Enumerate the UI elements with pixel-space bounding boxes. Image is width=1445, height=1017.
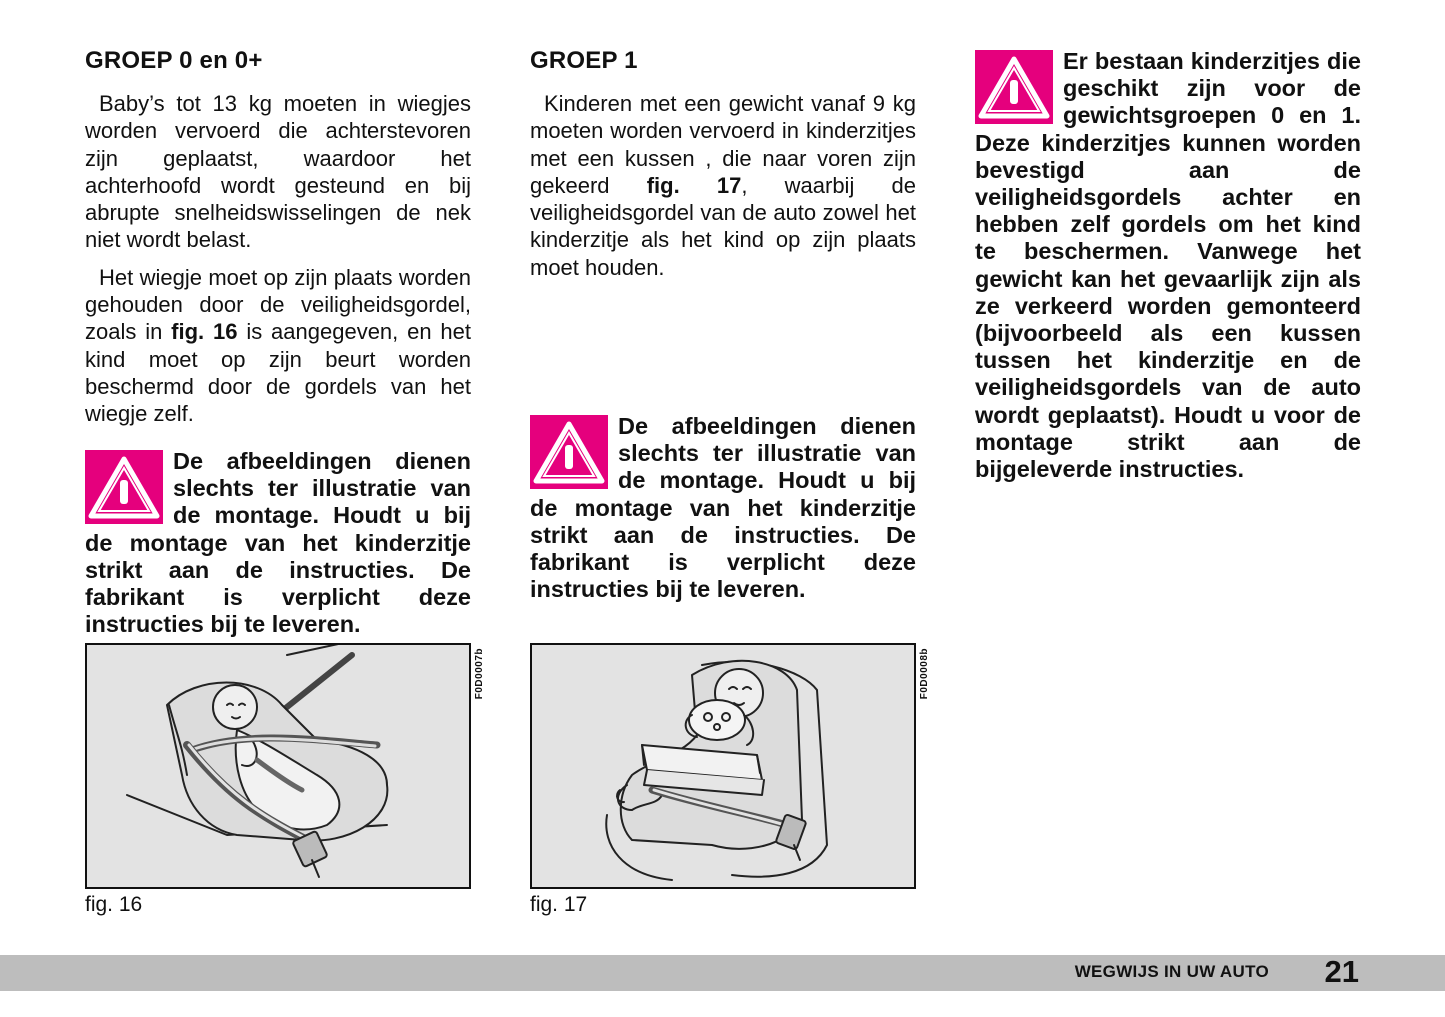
warning-block-middle [530, 413, 916, 603]
warning-text-left: De afbeeldingen dienen slechts ter illustratie van de montage. Houdt u bij de montage van het kinderzitje strikt aan de instructies. De fabrikant is verplicht deze instructies bij te leveren. [85, 448, 471, 638]
footer-section-title: WEGWIJS IN UW AUTO [1074, 962, 1269, 981]
baby-carrier-icon [87, 645, 469, 887]
heading-groep-1: GROEP 1 [530, 47, 638, 74]
page-number: 21 [1324, 954, 1359, 989]
column-middle [530, 44, 916, 281]
paragraph-wiegje-post: is aangegeven, en het kind moet op zijn beurt worden beschermd door de gordels van het wiegje zelf. [85, 319, 472, 427]
child-seat-icon [532, 645, 914, 887]
figure-reference: fig. 16 [171, 319, 238, 345]
paragraph-kinderen-pre: Kinderen met een gewicht vanaf 9 kg moeten worden vervoerd in kinderzitjes met een kussen , die naar voren zijn gekeerd [530, 91, 916, 198]
figure-17-caption: fig. 17 [530, 893, 588, 916]
warning-block-left [85, 448, 471, 638]
footer-bar [0, 955, 1445, 991]
figure-reference: fig. 17 [646, 172, 742, 198]
paragraph-wiegje [85, 264, 471, 428]
paragraph-babys: Baby’s tot 13 kg moeten in wiegjes worden vervoerd die achterstevoren zijn geplaatst, waardoor het achterhoofd wordt gesteund en bij abrupte snelheidswisselingen de nek niet wordt belast. [85, 91, 471, 253]
paragraph-kinderen-post: , waarbij de veiligheidsgordel van de auto zowel het kinderzitje als het kind op zijn plaats moet houden. [530, 172, 916, 280]
figure-16-code: F0D0007b [474, 648, 485, 700]
column-left [85, 44, 471, 428]
warning-block-right [975, 48, 1361, 483]
figure-17-illustration [530, 643, 916, 889]
paragraph-kinderen [530, 90, 916, 281]
heading-groep-0: GROEP 0 en 0+ [85, 47, 263, 74]
warning-triangle-icon [85, 450, 163, 524]
warning-text-middle: De afbeeldingen dienen slechts ter illustratie van de montage. Houdt u bij de montage van het kinderzitje strikt aan de instructies. De fabrikant is verplicht deze instructies bij te leveren. [530, 413, 916, 603]
figure-17-code: F0D0008b [919, 648, 930, 700]
warning-triangle-icon [530, 415, 608, 489]
warning-text-right: Er bestaan kinderzitjes die geschikt zijn voor de gewichtsgroepen 0 en 1. Deze kinderzitjes kunnen worden bevestigd aan de veiligheidsgordels achter en hebben zelf gordels om het kind te beschermen. Vanwege het gewicht kan het gevaarlijk zijn als ze verkeerd worden gemonteerd (bijvoorbeeld als een kussen tussen het kinderzitje en de veiligheidsgordels van de auto wordt geplaatst). Houdt u voor de montage strikt aan de bijgeleverde instructies. [975, 48, 1361, 483]
warning-triangle-icon [975, 50, 1053, 124]
figure-16-caption: fig. 16 [85, 893, 143, 916]
figure-16-illustration [85, 643, 471, 889]
paragraph-wiegje-pre: Het wiegje moet op zijn plaats worden gehouden door de veiligheidsgordel, zoals in [85, 264, 471, 345]
